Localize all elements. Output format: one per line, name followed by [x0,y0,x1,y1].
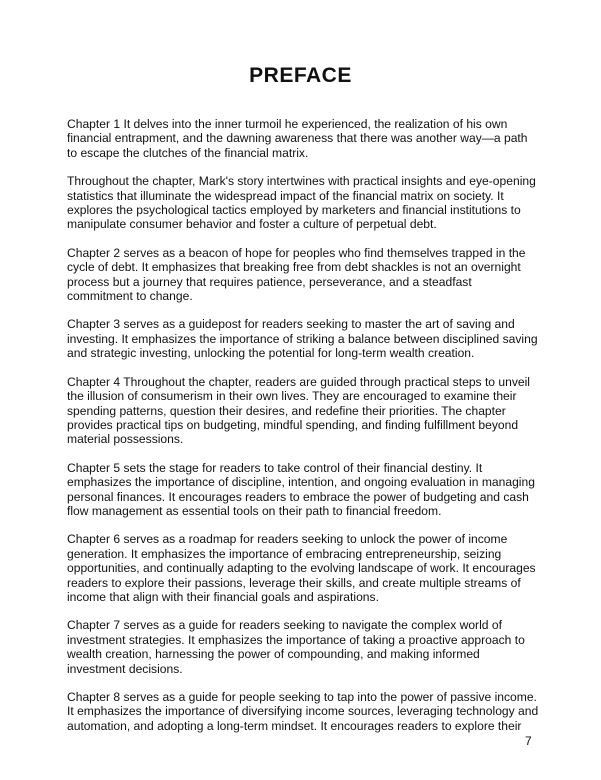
paragraph-chapter-7: Chapter 7 serves as a guide for readers seeking to navigate the complex world of investment strategies. It emphasizes the importance of taking a proactive approach to wealth creation, harnessing the power of compounding, and making informed investment decisions. [67,618,525,676]
paragraph-chapter-6: Chapter 6 serves as a roadmap for readers seeking to unlock the power of income generation. It emphasizes the importance of embracing entrepreneurship, seizing opportunities, and continually adapting to the evolving landscape of work. It encourages readers to explore their passions, leverage their skills, and create multiple streams of income that align with their financial goals and aspirations. [67,532,536,604]
paragraph-chapter-2: Chapter 2 serves as a beacon of hope for peoples who find themselves trapped in the cycle of debt. It emphasizes that breaking free from debt shackles is not an overnight process but a journey that requires patience, perseverance, and a steadfast commitment to change. [67,245,526,304]
paragraph-chapter-4: Chapter 4 Throughout the chapter, readers are guided through practical steps to unveil the illusion of consumerism in their own lives. They are encouraged to examine their spending patterns, question their desires, and redefine their priorities. The chapter provides practical tips on budgeting, mindful spending, and finding fulfillment beyond material possessions. [67,374,530,447]
page-title: PREFACE [249,64,352,87]
page-number: 7 [525,734,532,748]
paragraph-chapter-1: Chapter 1 It delves into the inner turmoil he experienced, the realization of his own financial entrapment, and the dawning awareness that there was another way—a path to escape the clutches of the financial matrix. [67,117,528,160]
paragraph-chapter-3: Chapter 3 serves as a guidepost for readers seeking to master the art of saving and investing. It emphasizes the importance of striking a balance between disciplined saving and strategic investing, unlocking the potential for long-term wealth creation. [67,317,538,361]
paragraph-chapter-8: Chapter 8 serves as a guide for people seeking to tap into the power of passive income. It emphasizes the importance of diversifying income sources, leveraging technology and automation, and adopting a long-term mindset. It encourages readers to explore their [67,690,539,733]
paragraph-chapter-1-continued: Throughout the chapter, Mark's story intertwines with practical insights and eye-opening statistics that illuminate the widespread impact of the financial matrix on society. It explores the psychological tactics employed by marketers and financial institutions to manipulate consumer behavior and foster a culture of perpetual debt. [67,174,536,232]
paragraph-chapter-5: Chapter 5 sets the stage for readers to take control of their financial destiny. It emphasizes the importance of discipline, intention, and ongoing evaluation in managing personal finances. It encourages readers to embrace the power of budgeting and cash flow management as essential tools on their path to financial freedom. [67,460,535,518]
preface-body [67,117,539,733]
